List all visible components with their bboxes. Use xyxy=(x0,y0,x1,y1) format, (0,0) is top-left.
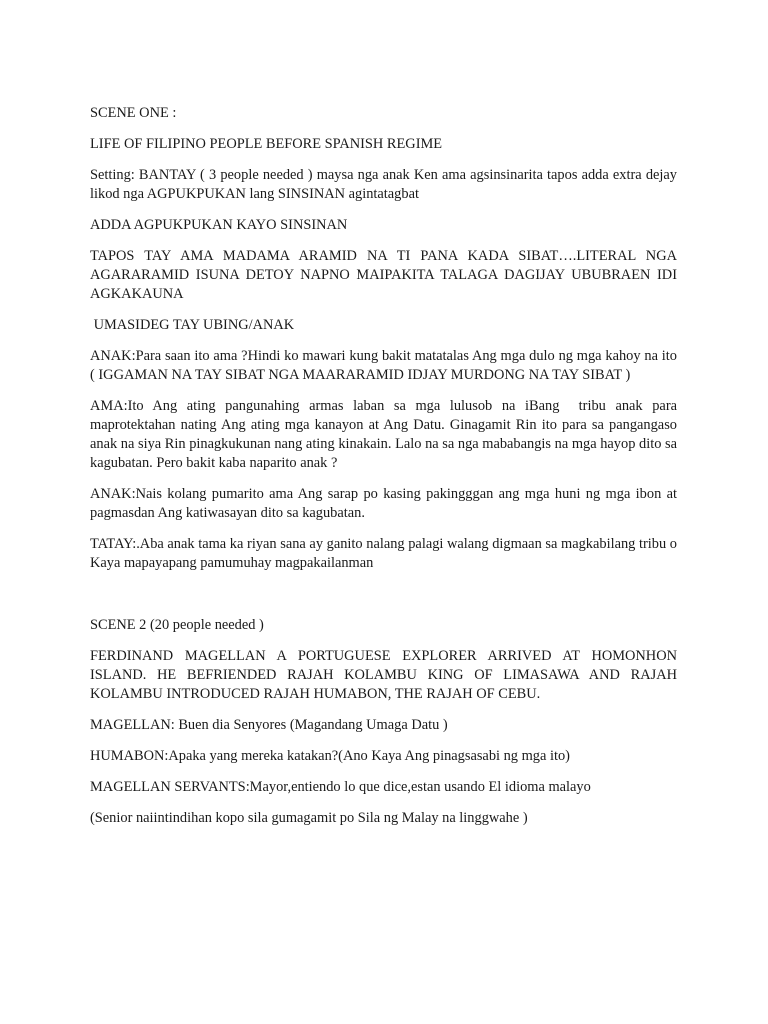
scene-one-title: LIFE OF FILIPINO PEOPLE BEFORE SPANISH REGIME xyxy=(90,136,443,152)
setting-paragraph: Setting: BANTAY ( 3 people needed ) maysa nga anak Ken ama agsinsinarita tapos adda extra dejay likod nga AGPUKPUKAN lang SINSINAN agintatagbat xyxy=(90,167,677,202)
dialogue-paragraph: HUMABON:Apaka yang mereka katakan?(Ano Kaya Ang pinagsasabi ng mga ito) xyxy=(90,748,570,764)
dialogue-paragraph: AMA:Ito Ang ating pangunahing armas laban sa mga lulusob na iBang tribu anak para maprotektahan nating Ang ating mga kanayon at Ang Datu. Ginagamit Rin ito para sa pangangaso anak na siya Rin pinagkukunan nang ating kinakain. Lalo na sa nga mababangis na mga hayop dito sa kagubatan. Pero bakit kaba naparito anak ? xyxy=(90,398,681,471)
dialogue-paragraph: MAGELLAN SERVANTS:Mayor,entiendo lo que dice,estan usando El idioma malayo xyxy=(90,779,591,795)
dialogue-paragraph: ANAK:Nais kolang pumarito ama Ang sarap po kasing pakingggan ang mga huni ng mga ibon at pagmasdan Ang katiwasayan dito sa kagubatan. xyxy=(90,486,677,521)
dialogue-paragraph: ANAK:Para saan ito ama ?Hindi ko mawari kung bakit matatalas Ang mga dulo ng mga kahoy na ito ( IGGAMAN NA TAY SIBAT NGA MAARARAMID IDJAY MURDONG NA TAY SIBAT ) xyxy=(90,348,677,383)
scene-two-heading: SCENE 2 (20 people needed ) xyxy=(90,617,264,633)
direction-paragraph: UMASIDEG TAY UBING/ANAK xyxy=(90,317,295,333)
dialogue-paragraph: MAGELLAN: Buen dia Senyores (Magandang Umaga Datu ) xyxy=(90,717,448,733)
direction-paragraph: TAPOS TAY AMA MADAMA ARAMID NA TI PANA KADA SIBAT….LITERAL NGA AGARARAMID ISUNA DETOY NAPNO MAIPAKITA TALAGA DAGIJAY UBUBRAEN IDI AGKAKAUNA xyxy=(90,248,677,302)
scene-one-heading: SCENE ONE : xyxy=(90,105,177,121)
dialogue-paragraph: (Senior naiintindihan kopo sila gumagamit po Sila ng Malay na linggwahe ) xyxy=(90,810,528,826)
narration-paragraph: FERDINAND MAGELLAN A PORTUGUESE EXPLORER ARRIVED AT HOMONHON ISLAND. HE BEFRIENDED RAJAH KOLAMBU KING OF LIMASAWA AND RAJAH KOLAMBU INTRODUCED RAJAH HUMABON, THE RAJAH OF CEBU. xyxy=(90,648,677,702)
direction-paragraph: ADDA AGPUKPUKAN KAYO SINSINAN xyxy=(90,217,348,233)
dialogue-paragraph: TATAY:.Aba anak tama ka riyan sana ay ganito nalang palagi walang digmaan sa magkabilang tribu o Kaya mapayapang pamumuhay magpakailanman xyxy=(90,536,677,571)
document-body xyxy=(90,104,681,840)
